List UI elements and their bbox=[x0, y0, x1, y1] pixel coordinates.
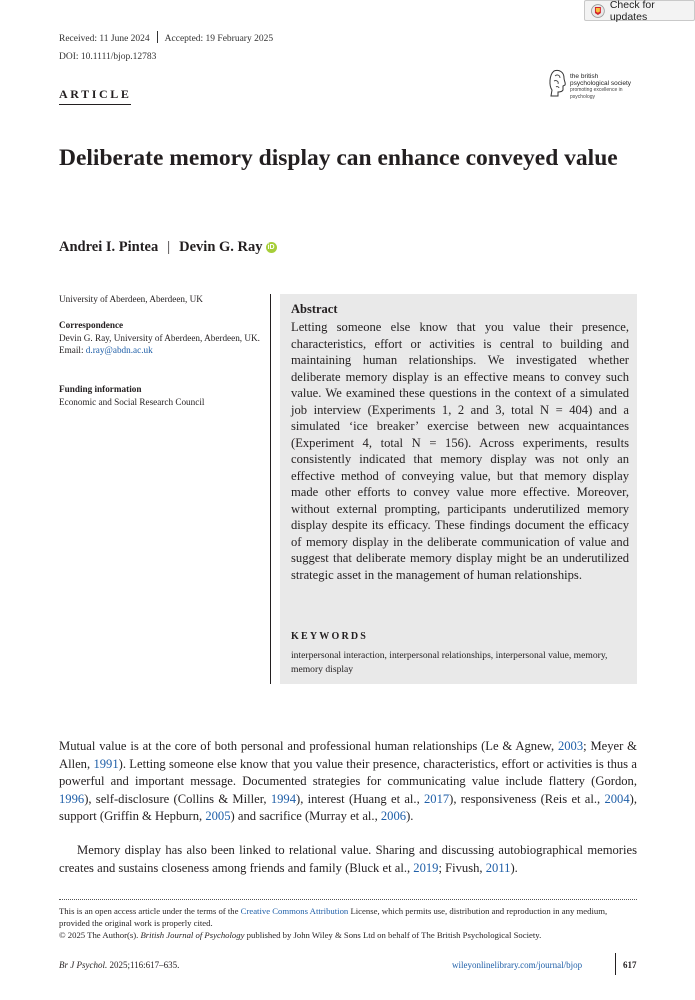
citation-link[interactable]: 1991 bbox=[93, 756, 119, 771]
bps-logo bbox=[548, 68, 640, 98]
body-text: ) and sacrifice (Murray et al., bbox=[230, 809, 381, 823]
body-text: ), support (Griffin & Hepburn, bbox=[59, 791, 637, 823]
footnote-text: License, which permits use, distribution and reproduction in any medium, provided the original work is properly cited. bbox=[59, 906, 608, 928]
copyright-text: © 2025 The Author(s). bbox=[59, 930, 141, 940]
check-for-updates-button[interactable] bbox=[584, 0, 695, 21]
citation-link[interactable]: 2011 bbox=[485, 860, 511, 875]
citation-link[interactable]: 2019 bbox=[413, 860, 439, 875]
citation-link[interactable]: 2004 bbox=[604, 791, 630, 806]
correspondence-text: Devin G. Ray, University of Aberdeen, Aberdeen, UK. bbox=[59, 332, 260, 343]
footnote-separator bbox=[59, 899, 637, 900]
article-type-label: ARTICLE bbox=[59, 87, 132, 101]
bps-line-1: the british bbox=[570, 73, 599, 80]
author-pintea[interactable]: Andrei I. Pintea bbox=[59, 239, 159, 255]
email-link[interactable]: d.ray@abdn.ac.uk bbox=[85, 345, 153, 355]
footer-journal: Br J Psychol. bbox=[59, 960, 108, 970]
page-number: 617 bbox=[623, 960, 637, 970]
body-paragraph-2 bbox=[59, 842, 637, 877]
citation-footer bbox=[59, 960, 179, 970]
funding-text: Economic and Social Research Council bbox=[59, 396, 205, 407]
bps-line-2: psychological society bbox=[570, 80, 632, 87]
article-dates bbox=[59, 31, 273, 44]
citation-link[interactable]: 2005 bbox=[205, 809, 231, 823]
funding-heading: Funding information bbox=[59, 384, 142, 394]
correspondence-block bbox=[59, 319, 264, 357]
bps-tagline: promoting excellence in psychology bbox=[570, 87, 623, 100]
doi: DOI: 10.1111/bjop.12783 bbox=[59, 52, 157, 62]
body-text: ), interest (Huang et al., bbox=[296, 791, 424, 806]
author-ray[interactable]: Devin G. Ray bbox=[179, 239, 263, 255]
date-separator bbox=[157, 31, 158, 43]
body-paragraph-1 bbox=[59, 738, 637, 826]
footer-divider bbox=[615, 953, 616, 975]
body-text: ). bbox=[510, 860, 518, 875]
body-text: ), self-disclosure (Collins & Miller, bbox=[84, 791, 271, 806]
citation-link[interactable]: 2003 bbox=[557, 739, 584, 753]
abstract-rule bbox=[270, 294, 271, 684]
license-footnote bbox=[59, 905, 637, 941]
footnote-text: This is an open access article under the terms of the bbox=[59, 906, 241, 916]
author-list bbox=[59, 239, 277, 256]
bps-wordmark bbox=[570, 73, 640, 101]
body-text: Mutual value is at the core of both personal and professional human relationships (Le & Agnew, bbox=[59, 739, 558, 753]
body-text: ), responsiveness (Reis et al., bbox=[449, 791, 605, 806]
footer-volume: 2025;116:617–635. bbox=[107, 960, 180, 970]
keywords-heading: KEYWORDS bbox=[291, 631, 369, 642]
accepted-date: Accepted: 19 February 2025 bbox=[164, 34, 274, 44]
journal-url-link[interactable]: wileyonlinelibrary.com/journal/bjop bbox=[452, 960, 583, 970]
keywords-text: interpersonal interaction, interpersonal relationships, interpersonal value, memory, memory display bbox=[291, 650, 608, 675]
affiliation: University of Aberdeen, Aberdeen, UK bbox=[59, 294, 203, 304]
citation-link[interactable]: 1996 bbox=[59, 791, 85, 806]
copyright-text: published by John Wiley & Sons Ltd on behalf of The British Psychological Society. bbox=[244, 930, 542, 940]
body-text: ; Meyer & Allen, bbox=[59, 739, 637, 771]
license-link[interactable]: Creative Commons Attribution bbox=[240, 906, 349, 916]
check-for-updates-label: Check for updates bbox=[609, 0, 655, 23]
body-text: ). Letting someone else know that you value their presence, characteristics, effort or activities is thus a powerful and important message. Documented strategies for communicating value include flattery (Gordon, bbox=[59, 756, 637, 788]
citation-link[interactable]: 2017 bbox=[423, 791, 450, 806]
received-date: Received: 11 June 2024 bbox=[59, 34, 150, 44]
body-text: ; Fivush, bbox=[438, 860, 486, 875]
email-prefix: Email: bbox=[59, 345, 86, 355]
crossmark-icon bbox=[591, 4, 605, 18]
abstract-text: Letting someone else know that you value their presence, characteristics, effort or activities is central to building and maintaining human relationships. We investigated whether deliberate memory display is an effective means to convey such value. We examined these questions in the context of a simulated job interview (Experiments 1, 2 and 3, total N = 404) and a simulated ‘ice breaker’ exercise between new acquaintances (Experiment 4, total N = 156). Across experiments, results consistently indicated that memory display was not only an effective method of conveying value, but that memory display made other efforts to convey value more effective. Moreover, without external prompting, participants underutilized memory display despite its efficacy. These findings document the efficacy of memory display in the deliberate communication of value and suggest that deliberate memory display might be an underutilized strategic asset in the management of human relationships. bbox=[291, 320, 629, 582]
article-title: Deliberate memory display can enhance conveyed value bbox=[59, 145, 618, 171]
citation-link[interactable]: 2006 bbox=[380, 809, 407, 823]
author-separator: | bbox=[167, 239, 171, 255]
funding-block bbox=[59, 383, 264, 408]
correspondence-heading: Correspondence bbox=[59, 320, 124, 330]
article-label-rule bbox=[59, 104, 131, 105]
body-text: ). bbox=[406, 809, 414, 823]
orcid-icon[interactable]: iD bbox=[267, 244, 275, 251]
bps-head-icon bbox=[548, 68, 568, 98]
body-text: Memory display has also been linked to relational value. Sharing and discussing autobiographical memories creates and sustains closeness among friends and family (Bluck et al., bbox=[59, 843, 637, 875]
abstract-heading: Abstract bbox=[291, 302, 338, 316]
citation-link[interactable]: 1994 bbox=[270, 791, 296, 806]
journal-name: British Journal of Psychology bbox=[140, 930, 245, 940]
